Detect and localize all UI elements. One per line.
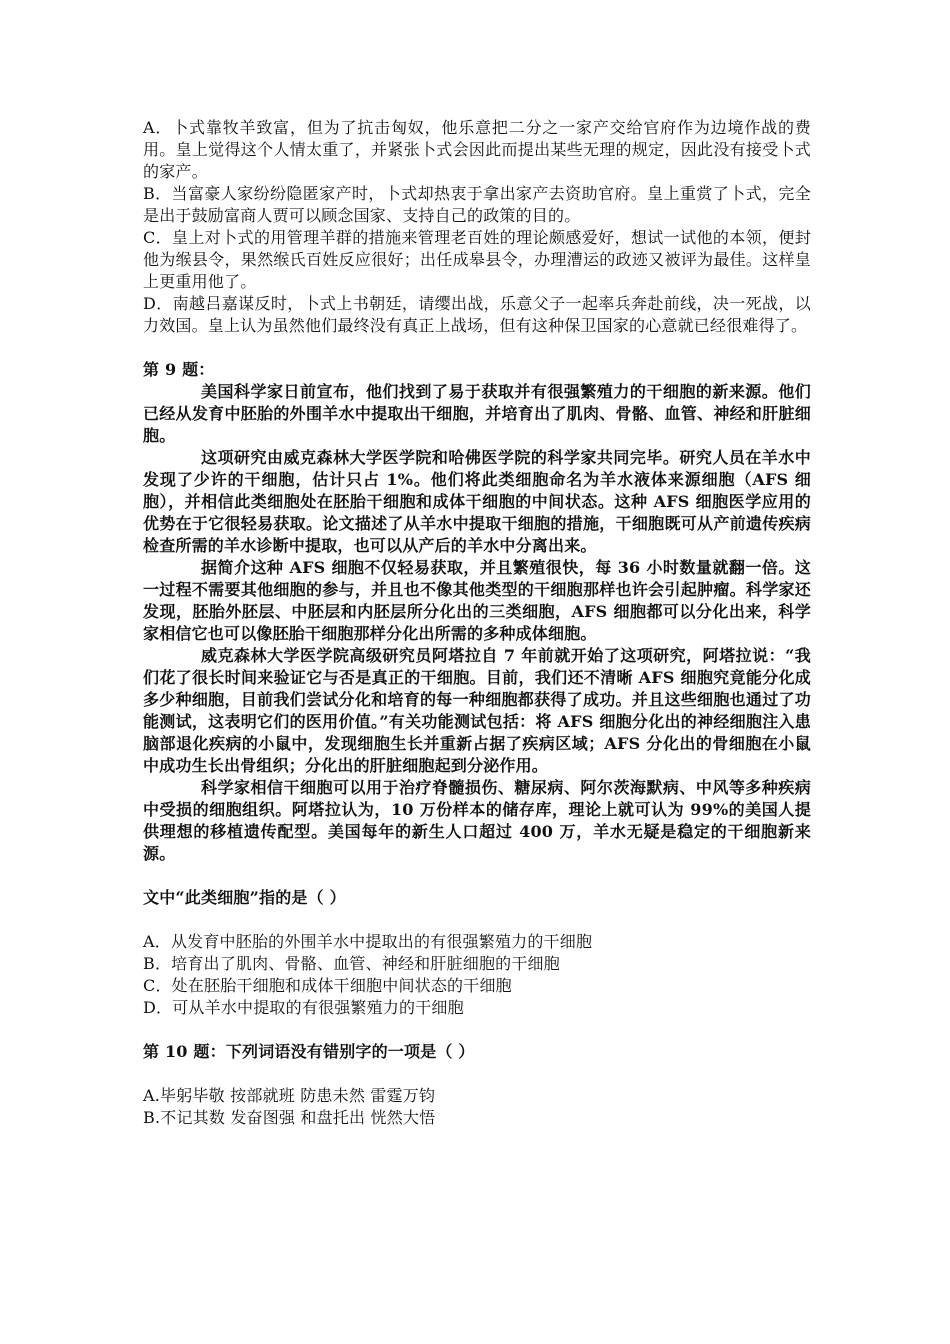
- q9-heading: 第 9 题：: [143, 360, 215, 379]
- q8-option-b: B．当富豪人家纷纷隐匿家产时，卜式却热衷于拿出家产去资助官府。皇上重赏了卜式，完全是出于鼓励富商人贾可以顾念国家、支持自己的政策的目的。: [143, 184, 811, 225]
- q8-option-c: C．皇上对卜式的用管理羊群的措施来管理老百姓的理论颇感爱好，想试一试他的本领，便封他为缑县令，果然缑氏百姓反应很好；出任成皋县令，办理漕运的政迹又被评为最佳。这样皇上更重用他了。: [143, 228, 811, 291]
- q9-paragraph: 科学家相信干细胞可以用于治疗脊髓损伤、糖尿病、阿尔茨海默病、中风等多种疾病中受损的细胞组织。阿塔拉认为，10 万份样本的储存库，理论上就可认为 99%的美国人提供理想的移植遗传配型。美国每年的新生人口超过 400 万，羊水无疑是稳定的干细胞新来源。: [143, 778, 811, 863]
- q9-question: 文中“此类细胞”指的是（ ）: [143, 888, 346, 907]
- document-page: [143, 117, 811, 1129]
- q9-paragraph: 威克森林大学医学院高级研究员阿塔拉自 7 年前就开始了这项研究，阿塔拉说：“我们花了很长时间来验证它与否是真正的干细胞。目前，我们还不清晰 AFS 细胞究竟能分化成多少种细胞，目前我们尝试分化和培育的每一种细胞都获得了成功。并且这些细胞也通过了功能测试，这表明它们的医用价值。”有关功能测试包括：将 AFS 细胞分化出的神经细胞注入患脑部退化疾病的小鼠中，发现细胞生长并重新占据了疾病区域；AFS 分化出的骨细胞在小鼠中成功生长出骨组织；分化出的肝脏细胞起到分泌作用。: [143, 646, 811, 775]
- q9-section: [143, 359, 811, 1019]
- q10-option-b: B.不记其数 发奋图强 和盘托出 恍然大悟: [143, 1108, 436, 1127]
- q8-option-d: D．南越吕嘉谋反时，卜式上书朝廷，请缨出战，乐意父子一起率兵奔赴前线，决一死战，以力效国。皇上认为虽然他们最终没有真正上战场，但有这种保卫国家的心意就已经很难得了。: [143, 294, 811, 335]
- q9-option-b: B．培育出了肌肉、骨骼、血管、神经和肝脏细胞的干细胞: [143, 954, 560, 973]
- q9-paragraph: 这项研究由威克森林大学医学院和哈佛医学院的科学家共同完毕。研究人员在羊水中发现了少许的干细胞，估计只占 1%。他们将此类细胞命名为羊水液体来源细胞（AFS 细胞），并相信此类细胞处在胚胎干细胞和成体干细胞的中间状态。这种 AFS 细胞医学应用的优势在于它很轻易获取。论文描述了从羊水中提取干细胞的措施，干细胞既可从产前遗传疾病检查所需的羊水诊断中提取，也可以从产后的羊水中分离出来。: [143, 448, 811, 555]
- q9-paragraph: 美国科学家日前宣布，他们找到了易于获取并有很强繁殖力的干细胞的新来源。他们已经从发育中胚胎的外围羊水中提取出干细胞，并培育出了肌肉、骨骼、血管、神经和肝脏细胞。: [143, 382, 811, 445]
- q9-option-d: D．可从羊水中提取的有很强繁殖力的干细胞: [143, 998, 464, 1017]
- q10-section: [143, 1041, 811, 1129]
- q9-paragraph: 据简介这种 AFS 细胞不仅轻易获取，并且繁殖很快，每 36 小时数量就翻一倍。这一过程不需要其他细胞的参与，并且也不像其他类型的干细胞那样也许会引起肿瘤。科学家还发现，胚胎外胚层、中胚层和内胚层所分化出的三类细胞，AFS 细胞都可以分化出来，科学家相信它也可以像胚胎干细胞那样分化出所需的多种成体细胞。: [143, 558, 811, 643]
- q10-heading: 第 10 题：下列词语没有错别字的一项是（ ）: [143, 1042, 475, 1061]
- q8-option-a: A．卜式靠牧羊致富，但为了抗击匈奴，他乐意把二分之一家产交给官府作为边境作战的费用。皇上觉得这个人情太重了，并紧张卜式会因此而提出某些无理的规定，因此没有接受卜式的家产。: [143, 118, 811, 181]
- q9-option-a: A．从发育中胚胎的外围羊水中提取出的有很强繁殖力的干细胞: [143, 932, 593, 951]
- q9-option-c: C．处在胚胎干细胞和成体干细胞中间状态的干细胞: [143, 976, 512, 995]
- q8-options: [143, 117, 811, 337]
- q10-option-a: A.毕躬毕敬 按部就班 防患未然 雷霆万钧: [143, 1086, 436, 1105]
